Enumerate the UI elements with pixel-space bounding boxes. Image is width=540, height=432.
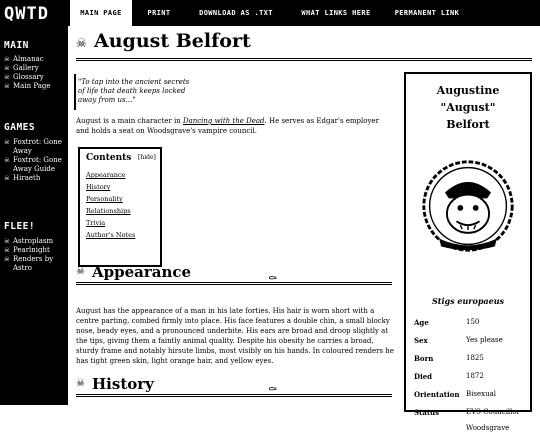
dancing-with-the-dead-link[interactable]: Dancing with the Dead (182, 117, 265, 125)
history-divider (76, 394, 392, 397)
section-heading-history: ☠ History (76, 375, 154, 393)
section-heading-appearance: ☠ Appearance (76, 263, 192, 281)
nav-item-hiraeth[interactable]: ☠ Hiraeth (4, 174, 41, 182)
infobox-species: Stigs europaeus (431, 296, 505, 306)
article-content (68, 26, 540, 432)
appearance-divider (76, 282, 392, 285)
nav-item-foxtrot-guide[interactable]: ☠ Foxtrot: Gone Away Guide (4, 156, 62, 173)
coffin-ornament-icon: ⚰ (268, 272, 278, 285)
toc-item-authors-notes[interactable]: Author's Notes (86, 231, 136, 239)
toc-item-trivia[interactable]: Trivia (86, 219, 106, 227)
infobox-name: Augustine "August" Belfort (436, 84, 500, 131)
infobox-row: Age 150 (414, 318, 480, 327)
infobox-row: Died 1872 (414, 372, 484, 381)
toc-item-personality[interactable]: Personality (86, 195, 123, 203)
top-tab-bar (68, 0, 540, 26)
nav-item-foxtrot[interactable]: ☠ Foxtrot: Gone Away (4, 138, 62, 155)
page-title-block (76, 30, 532, 58)
infobox-row: Sex Yes please (414, 336, 503, 345)
toc-item-relationships[interactable]: Relationships (86, 207, 131, 215)
skull-title-icon: ☠ (76, 36, 87, 50)
intro-paragraph: August is a main character in Dancing with the Dead. He serves as Edgar's employer and holds a seat on Woodsgrave's vampire council. (76, 117, 379, 135)
tab-what-links-here[interactable]: WHAT LINKS HERE (301, 9, 371, 17)
table-of-contents (78, 147, 162, 267)
skull-bullet-icon: ☠ (4, 64, 10, 72)
nav-list-main (4, 55, 66, 91)
tab-print[interactable]: PRINT (147, 9, 171, 17)
infobox-row: Status EVS Councillor (414, 408, 520, 417)
skull-bullet-icon: ☠ (4, 82, 10, 90)
nav-list-games (4, 138, 66, 183)
toc-title: Contents (86, 153, 132, 163)
skull-bullet-icon: ☠ (4, 138, 10, 146)
skull-bullet-icon: ☠ (4, 255, 10, 263)
nav-item-astroplasm[interactable]: ☠ Astroplasm (4, 237, 54, 245)
skull-bullet-icon: ☠ (4, 55, 10, 63)
nav-list-flee (4, 237, 66, 273)
nav-section-title-flee: FLEE! (4, 221, 36, 232)
character-portrait[interactable] (418, 158, 518, 254)
page-title: August Belfort (94, 30, 251, 52)
quote-bar (74, 74, 76, 110)
skull-bullet-icon: ☠ (4, 174, 10, 182)
site-logo[interactable]: QWTD (4, 4, 49, 24)
title-divider (76, 58, 532, 61)
nav-section-title-main: MAIN (4, 40, 29, 51)
toc-hide-link[interactable]: [hide] (138, 154, 156, 161)
character-infobox (404, 72, 532, 432)
nav-item-main-page[interactable]: ☠ Main Page (4, 82, 51, 90)
appearance-paragraph: August has the appearance of a man in his late forties. His hair is worn short with a centre parting, combed firmly into place. His face features a double chin, a small blocky nose, beady eyes, and a pronounced underbite. His ears are broad and droop slightly at the tips, giving them a faintly animal quality. Despite his obesity he carries a broad, sturdy frame and notably hirsute limbs, most visibly on his hands. In coloured renders he has tight green skin, light orange hair, and yellow eyes. (76, 307, 394, 365)
nav-section-title-games: GAMES (4, 122, 36, 133)
epigraph-quote: "To tap into the ancient secrets of life that death keeps locked away from us..." (78, 78, 190, 104)
infobox-row: Woodsgrave (466, 424, 510, 432)
nav-item-almanac[interactable]: ☠ Almanac (4, 55, 44, 63)
nav-item-gallery[interactable]: ☠ Gallery (4, 64, 39, 72)
skull-heading-icon: ☠ (76, 378, 85, 389)
infobox-row: Born 1825 (414, 354, 484, 363)
skull-bullet-icon: ☠ (4, 237, 10, 245)
toc-item-appearance[interactable]: Appearance (86, 171, 126, 179)
tab-download-txt[interactable]: DOWNLOAD AS .TXT (199, 9, 273, 17)
skull-bullet-icon: ☠ (4, 73, 10, 81)
toc-item-history[interactable]: History (86, 183, 111, 191)
nav-item-pearlnight[interactable]: ☠ Pearlnight (4, 246, 50, 254)
skull-bullet-icon: ☠ (4, 246, 10, 254)
skull-heading-icon: ☠ (76, 266, 85, 277)
toc-list (86, 169, 154, 241)
tab-permanent-link[interactable]: PERMANENT LINK (394, 9, 460, 17)
nav-item-renders[interactable]: ☠ Renders by Astro (4, 255, 54, 272)
infobox-row: Orientation Bisexual (414, 390, 496, 399)
sidebar (0, 0, 68, 405)
nav-item-glossary[interactable]: ☠ Glossary (4, 73, 44, 81)
tab-main-page[interactable]: MAIN PAGE (70, 0, 132, 26)
coffin-ornament-icon: ⚰ (268, 383, 278, 396)
skull-bullet-icon: ☠ (4, 156, 10, 164)
